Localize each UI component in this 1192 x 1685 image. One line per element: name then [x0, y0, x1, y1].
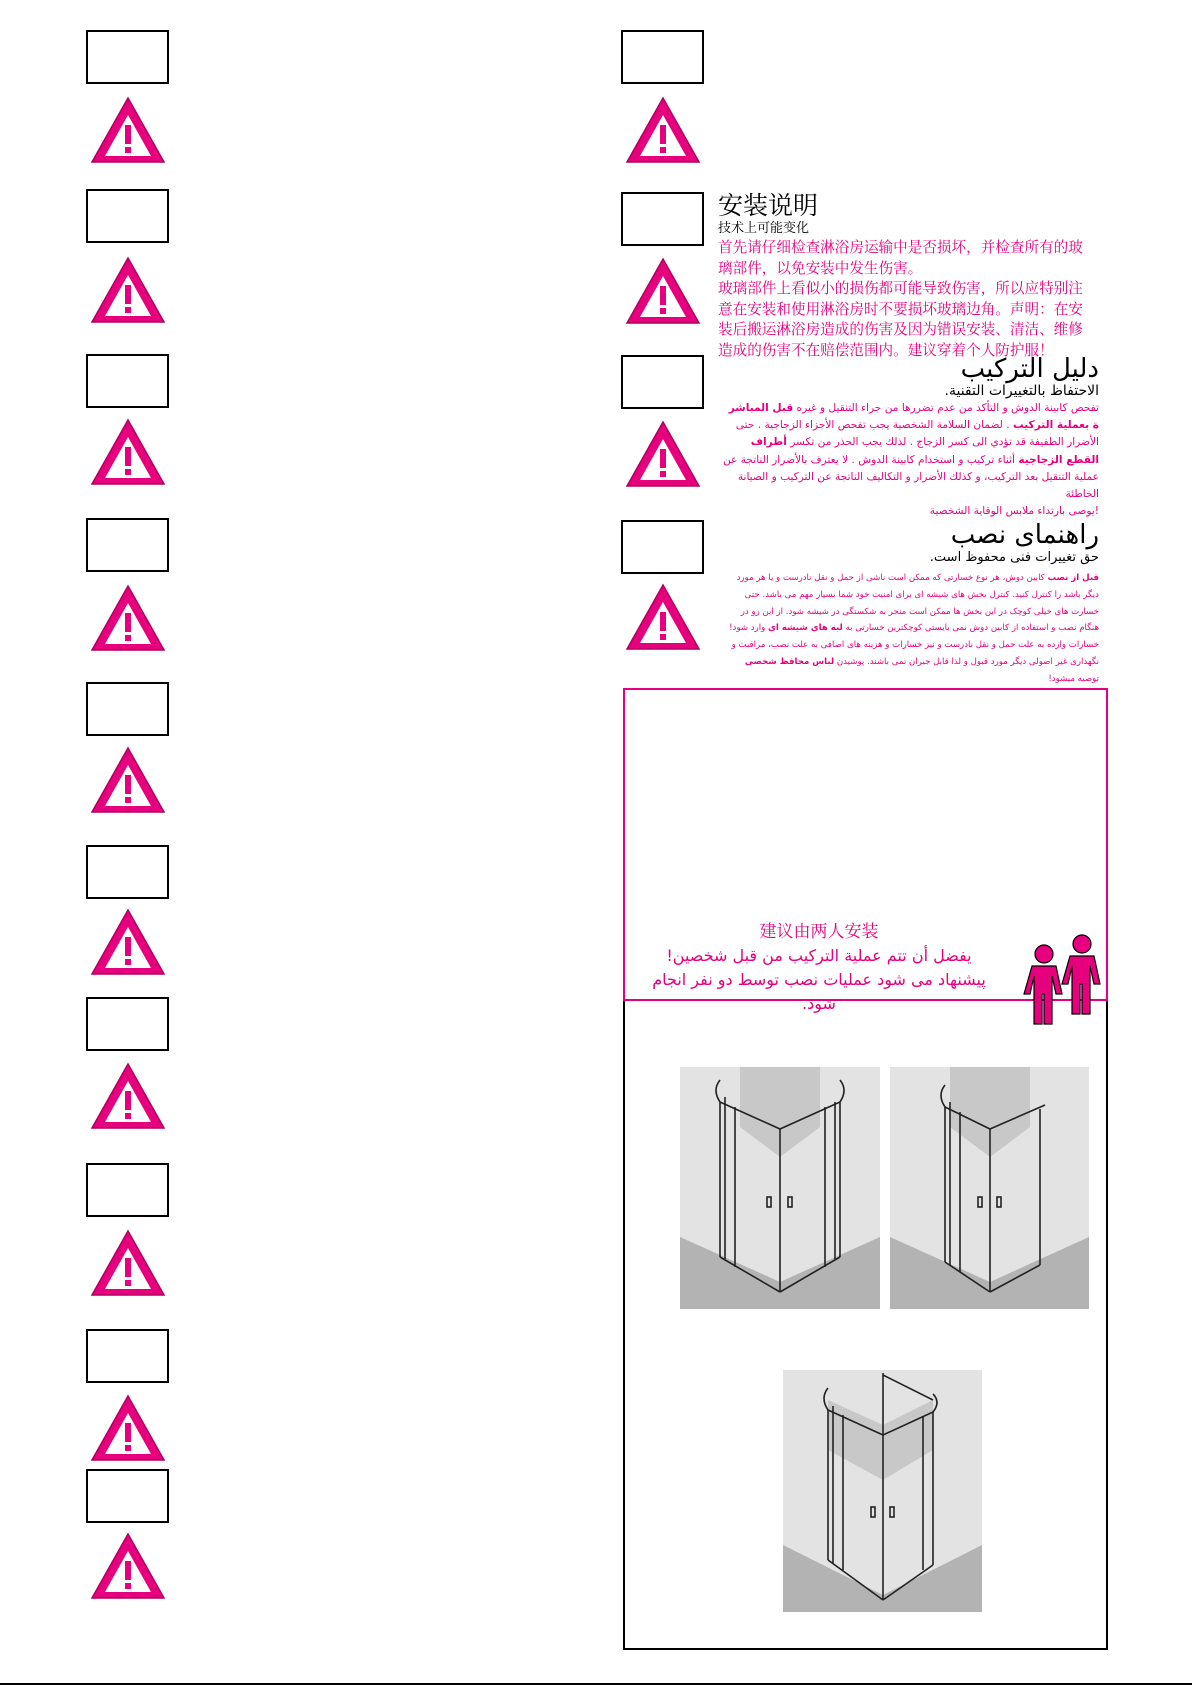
language-label-box: [86, 1469, 169, 1523]
chinese-para-1: 首先请仔细检查淋浴房运输中是否损坏，并检查所有的玻璃部件，以免安装中发生伤害。: [718, 239, 1083, 277]
warning-triangle-icon: [89, 1061, 167, 1131]
chinese-subtitle: 技术上可能变化: [718, 221, 810, 236]
language-label-box: [86, 354, 169, 408]
warning-triangle-icon: [89, 417, 167, 487]
chinese-para-3: 建议穿着个人防护服！: [907, 341, 1054, 359]
warning-triangle-icon: [89, 907, 167, 977]
shower-enclosure-figure-c: [783, 1370, 982, 1612]
arabic-body-4: !يوصى بارتداء ملابس الوقاية الشخصية: [929, 505, 1099, 518]
language-label-box: [621, 192, 704, 246]
language-label-box: [86, 682, 169, 736]
arabic-subtitle: الاحتفاظ بالتغييرات التقنية.: [944, 383, 1099, 399]
chinese-title: 安装说明: [718, 191, 819, 220]
chinese-para-2: 玻璃部件上看似小的损伤都可能导致伤害，所以应特别注意在安装和使用淋浴房时不要损坏玻璃边角。: [718, 280, 1083, 318]
two-person-notice-chinese: 建议由两人安装: [759, 922, 879, 942]
persian-bold-2: لبه های شیشه ای: [768, 623, 843, 634]
language-label-box: [86, 1163, 169, 1217]
persian-body-1: کابین دوش، هر نوع خسارتی که ممکن است ناشی از حمل و نقل نادرست و یا هر مورد دیگر باشد را کنترل کنید. کنترل بخش های شیشه ای برای امنیت خود شما بسیار مهم می باشد. حتی خسارت های خیلی کوچک در این بخش ها ممکن است منجر به شکستگی در شیشه شود. از این رو در هنگام نصب و استفاده از کابین دوش نمی بایستی کوچکترین خسارتی به: [736, 573, 1099, 634]
persian-bold-1: قبل از نصب: [1047, 573, 1099, 583]
language-label-box: [621, 355, 704, 409]
two-person-notice-persian: پیشنهاد می شود عملیات نصب توسط دو نفر انجام شود.: [652, 970, 986, 1013]
language-label-box: [621, 520, 704, 574]
arabic-body-2: . لضمان السلامة الشخصية يجب تفحص الأجزاء الزجاجية . حتى الأضرار الطفيفة قد تؤدي الى كسر الزجاج . لذلك يجب الحذر من تكسر: [735, 419, 1099, 449]
chinese-para-2-rest: 在安装后搬运淋浴房造成的伤害及因为错误安装、清洁、维修造成的伤害不在赔偿范围内。: [718, 300, 1083, 359]
warning-triangle-icon: [624, 582, 702, 652]
warning-triangle-icon: [89, 583, 167, 653]
warning-triangle-icon: [89, 1393, 167, 1463]
persian-body-3: توصیه میشود!: [1048, 673, 1099, 684]
warning-triangle-icon: [89, 1531, 167, 1601]
persian-title: راهنمای نصب: [950, 520, 1099, 550]
warning-triangle-icon: [89, 1228, 167, 1298]
language-label-box: [621, 30, 704, 84]
language-label-box: [86, 997, 169, 1051]
shower-enclosure-figure-a: [680, 1067, 880, 1309]
chinese-body: [718, 238, 1096, 361]
language-label-box: [86, 1329, 169, 1383]
persian-bold-3: لباس محافظ شخصی: [744, 656, 835, 667]
language-label-box: [86, 30, 169, 84]
arabic-body-3: أثناء تركيب و استخدام كابينة الدوش . لا يعترف بالأضرار الناتجة عن عملية التنقيل بعد التركيب، و كذلك الأضرار و التكاليف الناتجة عن التركيب و الصيانة الخاطئة: [722, 453, 1099, 501]
warning-triangle-icon: [89, 255, 167, 325]
arabic-bold-2: أطراف القطع الزجاجية: [750, 436, 1099, 466]
arabic-bold-1: قبل المباشر ة بعملية التركيب: [728, 402, 1099, 432]
chinese-para-2-label: 声明：: [1009, 300, 1054, 318]
persian-body-2: وارد شود! خسارات وارده به علت حمل و نقل نادرست و نیز خسارات و هزینه های اضافی به علت نصب، مراقبت و نگهداری غیر اصولی دیگر مورد قبول و لذا قابل جبران نمی باشند. پوشیدن: [729, 623, 1099, 667]
shower-enclosure-figure-b: [890, 1067, 1089, 1309]
language-label-box: [86, 518, 169, 572]
arabic-body-1: تفحص كابينة الدوش و التأكد من عدم تضررها من جراء التنقيل و غيره: [796, 402, 1099, 414]
language-label-box: [86, 845, 169, 899]
two-person-notice-arabic: يفضل أن تتم عملية التركيب من قبل شخصين!: [666, 946, 972, 965]
arabic-title: دليل التركيب: [960, 354, 1099, 384]
warning-triangle-icon: [624, 419, 702, 489]
language-label-box: [86, 189, 169, 243]
warning-triangle-icon: [89, 745, 167, 815]
warning-triangle-icon: [624, 95, 702, 165]
persian-subtitle: حق تغییرات فنی محفوظ است.: [929, 550, 1099, 565]
persian-body: [722, 570, 1099, 688]
arabic-body: [722, 400, 1099, 520]
warning-triangle-icon: [624, 256, 702, 326]
warning-triangle-icon: [89, 95, 167, 165]
